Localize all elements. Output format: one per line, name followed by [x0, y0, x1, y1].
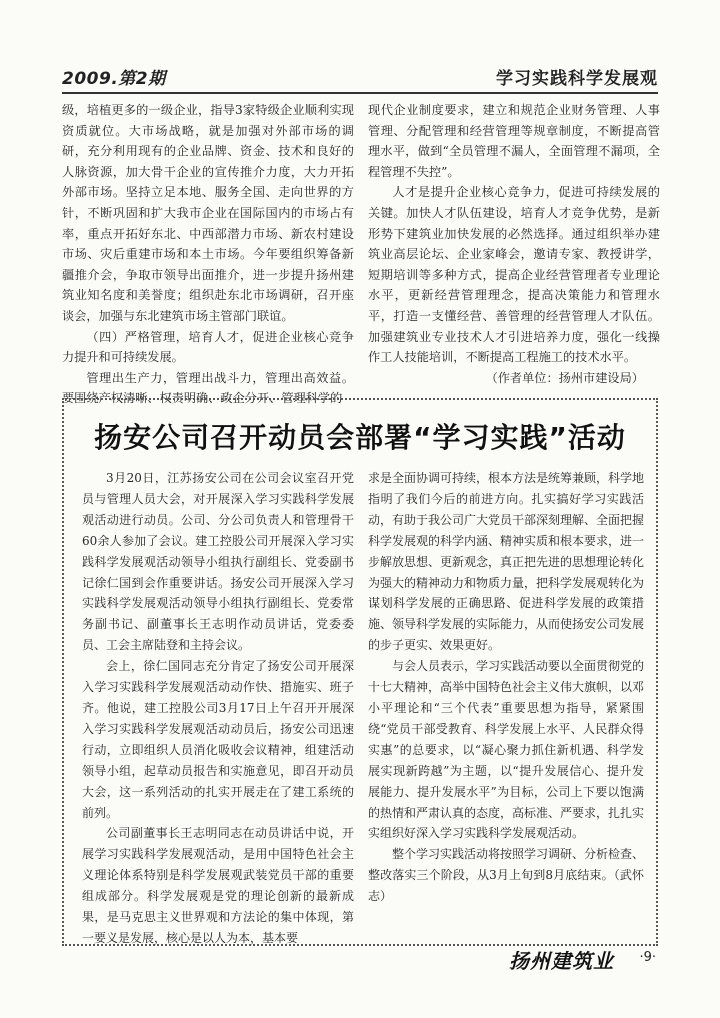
- page-number: ·9·: [639, 950, 656, 965]
- paragraph: 人才是提升企业核心竞争力，促进可持续发展的关键。加快人才队伍建设，培育人才竞争优势，是新形势下建筑业加快发展的必然选择。通过组织举办建筑业高层论坛、企业家峰会，邀请专家、教授讲学，短期培训等多种方式，提高企业经营管理者专业理论水平，更新经营管理理念，提高决策能力和管理水平，打造一支懂经营、善管理的经营管理人才队伍。加强建筑业专业技术人才引进培养力度，强化一线操作工人技能培训，不断提高工程施工的技术水平。: [368, 185, 660, 365]
- paragraph: 整个学习实践活动将按照学习调研、分析检查、整改落实三个阶段，从3月上旬到8月底结束。（武怀志）: [368, 847, 645, 904]
- article1-left-column: [62, 100, 354, 406]
- paragraph: 3月20日，江苏扬安公司在公司会议室召开党员与管理人员大会，对开展深入学习实践科学发展观活动进行动员。公司、分公司负责人和管理骨干60余人参加了会议。建工控股公司开展深入学习实践科学发展观活动领导小组执行副组长、党委副书记徐仁国到会作重要讲话。扬安公司开展深入学习实践科学发展观活动领导小组执行副组长、党委常务副书记、副董事长王志明作动员讲话，党委委员、工会主席陆登和主持会议。: [82, 471, 354, 653]
- paragraph: 级，培植更多的一级企业，指导3家特级企业顺利实现资质就位。大市场战略，就是加强对外部市场的调研，充分利用现有的企业品牌、资金、技术和良好的人脉资源，加大骨干企业的宣传推介力度，大力开拓外部市场。坚持立足本地、服务全国、走向世界的方针，不断巩固和扩大我市企业在国际国内的市场占有率，重点开拓好东北、中西部潜力市场、新农村建设市场、灾后重建市场和本土市场。今年要组织筹备新疆推介会，争取市领导出面推介，进一步提升扬州建筑业知名度和美誉度；组织赴东北市场调研，召开座谈会，加强与东北建筑市场主管部门联谊。: [62, 103, 354, 323]
- paragraph: 与会人员表示，学习实践活动要以全面贯彻党的十七大精神，高举中国特色社会主义伟大旗帜，以邓小平理论和“三个代表”重要思想为指导，紧紧围绕“党员干部受教育、科学发展上水平、人民群众得实惠”的总要求，以“凝心聚力抓住新机遇、科学发展实现新跨越”为主题，以“提升发展信心、提升发展能力、提升发展水平”为目标，公司上下要以饱满的热情和严肃认真的态度，高标准、严要求，扎扎实实组织好深入学习实践科学发展观活动。: [368, 659, 645, 841]
- paragraph: 管理出生产力，管理出战斗力，管理出高效益。要围绕产权清晰、权责明确、政企分开、管理科学的: [62, 370, 354, 406]
- paragraph: 公司副董事长王志明同志在动员讲话中说，开展学习实践科学发展观活动，是用中国特色社会主义理论体系特别是科学发展观武装党员干部的重要组成部分。科学发展观是党的理论创新的最新成果，是马克思主义世界观和方法论的集中体现，第一要义是发展，核心是以人为本，基本要: [82, 826, 354, 945]
- paragraph: 求是全面协调可持续，根本方法是统筹兼顾，科学地指明了我们今后的前进方向。扎实搞好学习实践活动，有助于我公司广大党员干部深刻理解、全面把握科学发展观的科学内涵、精神实质和根本要求，进一步解放思想、更新观念，真正把先进的思想理论转化为强大的精神动力和物质力量，把科学发展观转化为谋划科学发展的正确思路、促进科学发展的政策措施、领导科学发展的实际能力，从而使扬安公司发展的步子更实、效果更好。: [368, 471, 645, 653]
- article2-left-column: [82, 468, 354, 945]
- issue-label: 2009.第2期: [62, 69, 166, 89]
- paragraph: 会上，徐仁国同志充分肯定了扬安公司开展深入学习实践科学发展观活动动作快、措施实、班子齐。他说，建工控股公司3月17日上午召开开展深入学习实践科学发展观活动动员后，扬安公司迅速行动，立即组织人员消化吸收会议精神，组建活动领导小组，起草动员报告和实施意见，即召开动员大会，这一系列活动的扎实开展走在了建工系统的前列。: [82, 659, 354, 820]
- magazine-logo: 扬州建筑业: [509, 949, 614, 973]
- page-header: [62, 58, 658, 94]
- article1-right-column: [368, 100, 660, 385]
- author-affiliation: （作者单位：扬州市建设局）: [485, 370, 644, 385]
- paragraph: （四）严格管理，培育人才，促进企业核心竞争力提升和可持续发展。: [62, 329, 354, 365]
- paragraph: 现代企业制度要求，建立和规范企业财务管理、人事管理、分配管理和经营管理等规章制度，不断提高管理水平，做到“全员管理不漏人，全面管理不漏项，全程管理不失控”。: [368, 103, 660, 179]
- column-title: 学习实践科学发展观: [496, 69, 658, 89]
- article2-title: 扬安公司召开动员会部署“学习实践”活动: [94, 421, 626, 454]
- article2-right-column: [368, 468, 645, 904]
